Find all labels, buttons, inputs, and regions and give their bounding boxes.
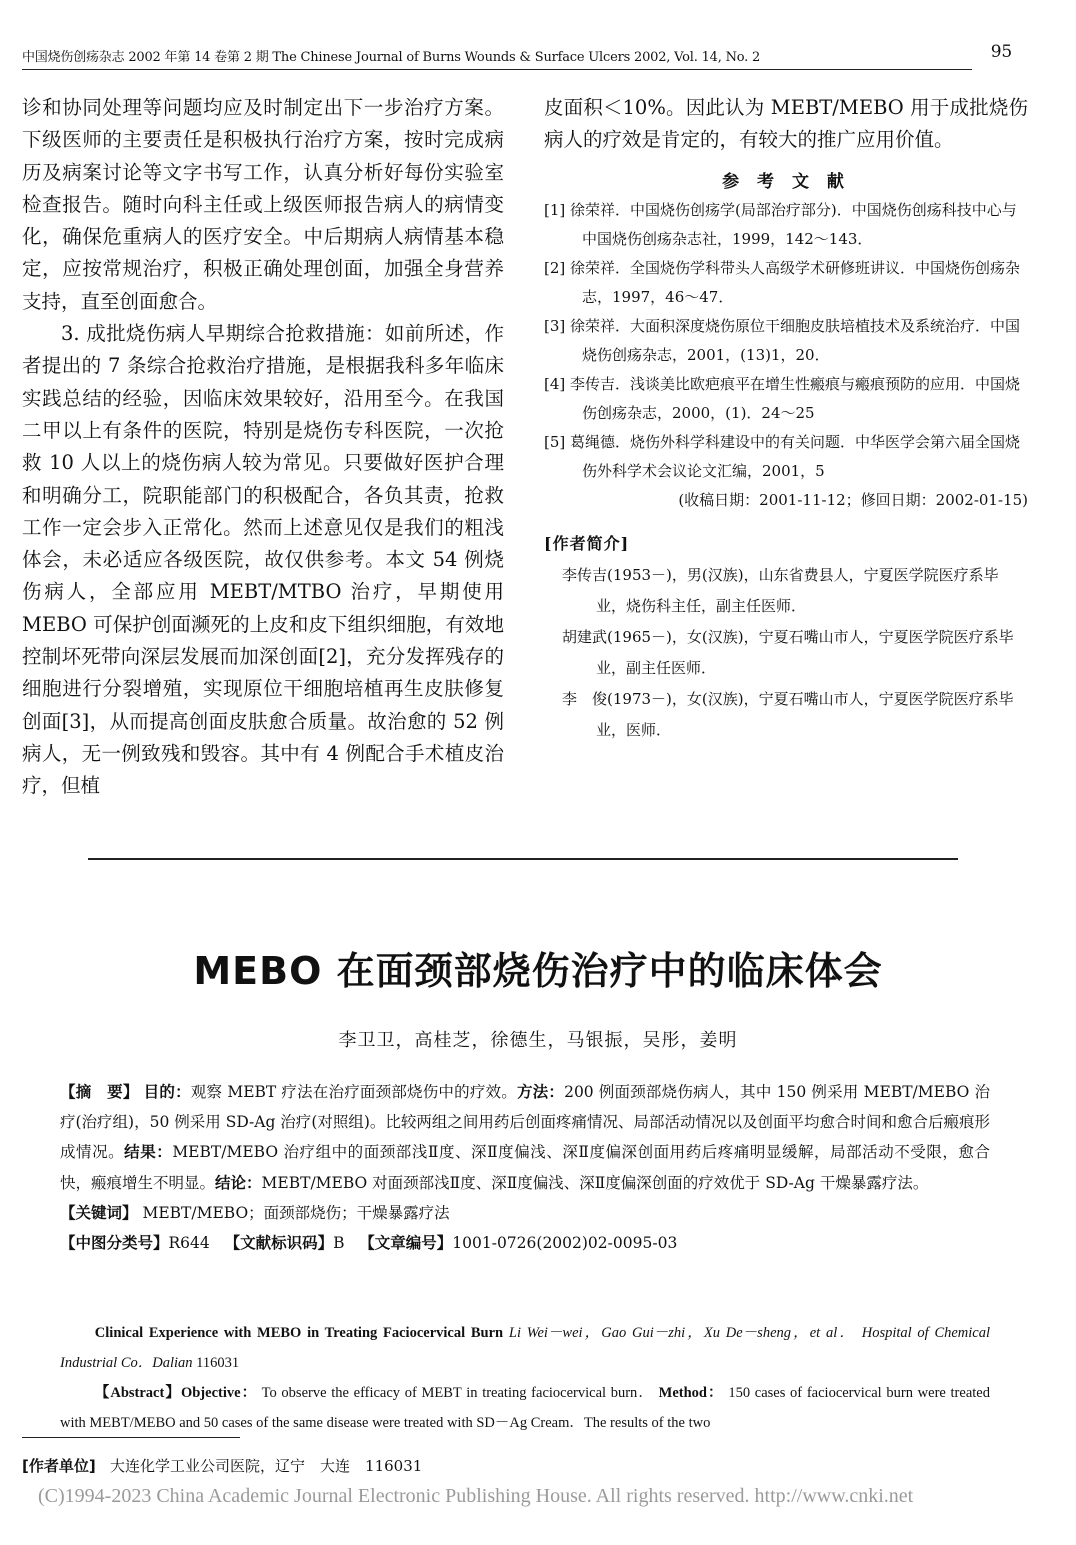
references-heading: 参 考 文 献	[722, 171, 850, 192]
body-paragraph: 诊和协同处理等问题均应及时制定出下一步治疗方案。下级医师的主要责任是积极执行治疗方案，按时完成病历及病案讨论等文字书写工作，认真分析好每份实验室检查报告。随时向科主任或上级医师报告病人的病情变化，确保危重病人的医疗安全。中后期病人病情基本稳定，应按常规治疗，积极正确处理创面，加强全身营养支持，直至创面愈合。	[22, 96, 504, 313]
english-title-line	[60, 1318, 990, 1378]
objective-text: 观察 MEBT 疗法在治疗面颈部烧伤中的疗效。	[190, 1083, 517, 1101]
method-label: 方法：	[516, 1083, 565, 1101]
received-dates: (收稿日期：2001-11-12；修回日期：2002-01-15)	[678, 490, 1028, 509]
footnote-rule	[22, 1437, 240, 1438]
english-abstract-paragraph	[60, 1378, 990, 1438]
english-method-label: Method：	[658, 1385, 724, 1401]
english-abstract	[60, 1318, 990, 1438]
reference-item: [1] 徐荣祥．中国烧伤创疡学(局部治疗部分)．中国烧伤创疡科技中心与中国烧伤创疡杂志社，1999，142～143．	[544, 200, 1017, 248]
method-text: 200 例面颈部烧伤病人，其中 150 例采用 MEBT/MEBO 治疗(治疗组)，50 例采用 SD-Ag 治疗(对照组)。比较两组之间用药后创面疼痛情况、局部活动情况以及创面平均愈合时间和愈合后瘢痕形成情况。	[60, 1083, 990, 1162]
running-title: 中国烧伤创疡杂志 2002 年第 14 卷第 2 期 The Chinese Journal of Burns Wounds & Surface Ulcers 2002, Vol. 14, No. 2	[22, 50, 761, 65]
author-affiliation-footnote	[22, 1455, 422, 1476]
author-bio: 李 俊(1973－)，女(汉族)，宁夏石嘴山市人，宁夏医学院医疗系毕业，医师．	[562, 689, 1014, 739]
english-objective: To observe the efficacy of MEBT in treating faciocervical burn．	[261, 1385, 654, 1401]
right-column	[544, 92, 1028, 746]
clc-value: R644	[168, 1234, 210, 1253]
article-separator	[88, 858, 958, 860]
reference-item: [4] 李传吉．浅谈美比欧疤痕平在增生性瘢痕与瘢痕预防的应用．中国烧伤创疡杂志，2000，(1)．24～25	[544, 374, 1021, 422]
left-column	[22, 92, 504, 803]
keywords-text: MEBT/MEBO；面颈部烧伤；干燥暴露疗法	[142, 1203, 450, 1222]
reference-item: [3] 徐荣祥．大面积深度烧伤原位干细胞皮肤培植技术及系统治疗．中国烧伤创疡杂志，2001，(13)1，20．	[544, 316, 1021, 364]
footnote-label: [作者单位]	[22, 1457, 96, 1475]
clc-label: 【中图分类号】	[60, 1234, 169, 1253]
english-postcode: 116031	[196, 1355, 240, 1371]
bio-heading: [作者简介]	[544, 533, 630, 553]
conclusion-label: 结论：	[215, 1173, 262, 1192]
english-objective-label: Objective：	[180, 1385, 258, 1401]
running-header	[22, 42, 1032, 72]
body-paragraph: 3. 成批烧伤病人早期综合抢救措施：如前所述，作者提出的 7 条综合抢救治疗措施，是根据我科多年临床实践总结的经验，因临床效果较好，沿用至今。在我国二甲以上有条件的医院，特别是烧伤专科医院，一次抢救 10 人以上的烧伤病人较为常见。只要做好医护合理和明确分工，院职能部门的积极配合，各负其责，抢救工作一定会步入正常化。然而上述意见仅是我们的粗浅体会，未必适应各级医院，故仅供参考。本文 54 例烧伤病人，全部应用 MEBT/MTBO 治疗，早期使用 MEBO 可保护创面濒死的上皮和皮下组织细胞，有效地控制坏死带向深层发展而加深创面[2]，充分发挥残存的细胞进行分裂增殖，实现原位干细胞培植再生皮肤修复创面[3]，从而提高创面皮肤愈合质量。故治愈的 52 例病人，无一例致残和毁容。其中有 4 例配合手术植皮治疗，但植	[22, 322, 504, 798]
author-bio: 李传吉(1953－)，男(汉族)，山东省费县人，宁夏医学院医疗系毕业，烧伤科主任，副主任医师．	[562, 565, 999, 615]
english-authors: Li Wei－wei，Gao Gui－zhi，Xu De－sheng，et al．	[508, 1325, 856, 1341]
keywords-line	[60, 1198, 990, 1228]
footnote-text: 大连化学工业公司医院，辽宁 大连 116031	[110, 1457, 423, 1475]
english-abstract-label: 【Abstract】	[94, 1385, 181, 1401]
result-text: MEBT/MEBO 治疗组中的面颈部浅Ⅱ度、深Ⅱ度偏浅、深Ⅱ度偏深创面用药后疼痛明显缓解，局部活动不受限，愈合快，瘢痕增生不明显。	[60, 1143, 990, 1192]
header-rule	[22, 69, 972, 70]
author-bio: 胡建武(1965－)，女(汉族)，宁夏石嘴山市人，宁夏医学院医疗系毕业，副主任医师．	[562, 627, 1014, 677]
continuation-text: 皮面积＜10%。因此认为 MEBT/MEBO 用于成批烧伤病人的疗效是肯定的，有较大的推广应用价值。	[544, 96, 1028, 152]
copyright-watermark: (C)1994-2023 China Academic Journal Electronic Publishing House. All rights reserved. http://www.cnki.net	[38, 1485, 914, 1507]
abstract-block	[60, 1077, 990, 1258]
english-title: Clinical Experience with MEBO in Treating Faciocervical Burn	[94, 1325, 504, 1341]
english-method: 150 cases of faciocervical burn were treated with MEBT/MEBO and 50 cases of the same disease were treated with SD－Ag Cream．The results of the two	[60, 1385, 990, 1431]
article-title: MEBO 在面颈部烧伤治疗中的临床体会	[193, 949, 883, 993]
abstract-label: 【摘 要】	[60, 1083, 139, 1101]
english-affiliation: Hospital of Chemical Industrial Co．Dalian	[60, 1325, 991, 1371]
objective-label: 目的：	[143, 1083, 191, 1101]
reference-item: [2] 徐荣祥．全国烧伤学科带头人高级学术研修班讲议．中国烧伤创疡杂志，1997，46～47．	[544, 258, 1021, 306]
classification-line	[60, 1228, 990, 1258]
result-label: 结果：	[124, 1143, 173, 1162]
doc-code-label: 【文献标识码】	[224, 1234, 334, 1253]
article-no-label: 【文章编号】	[359, 1234, 453, 1253]
doc-code-value: B	[333, 1234, 345, 1253]
conclusion-text: MEBT/MEBO 对面颈部浅Ⅱ度、深Ⅱ度偏浅、深Ⅱ度偏深创面的疗效优于 SD-Ag 干燥暴露疗法。	[261, 1173, 929, 1192]
article-authors: 李卫卫，高桂芝，徐德生，马银振，吴彤，姜明	[338, 1030, 738, 1051]
abstract-paragraph	[60, 1077, 990, 1198]
page-number: 95	[990, 42, 1012, 62]
keywords-label: 【关键词】	[60, 1203, 138, 1222]
reference-item: [5] 葛绳德．烧伤外科学科建设中的有关问题．中华医学会第六届全国烧伤外科学术会议论文汇编，2001，5	[544, 432, 1021, 480]
article-no-value: 1001-0726(2002)02-0095-03	[452, 1234, 678, 1253]
